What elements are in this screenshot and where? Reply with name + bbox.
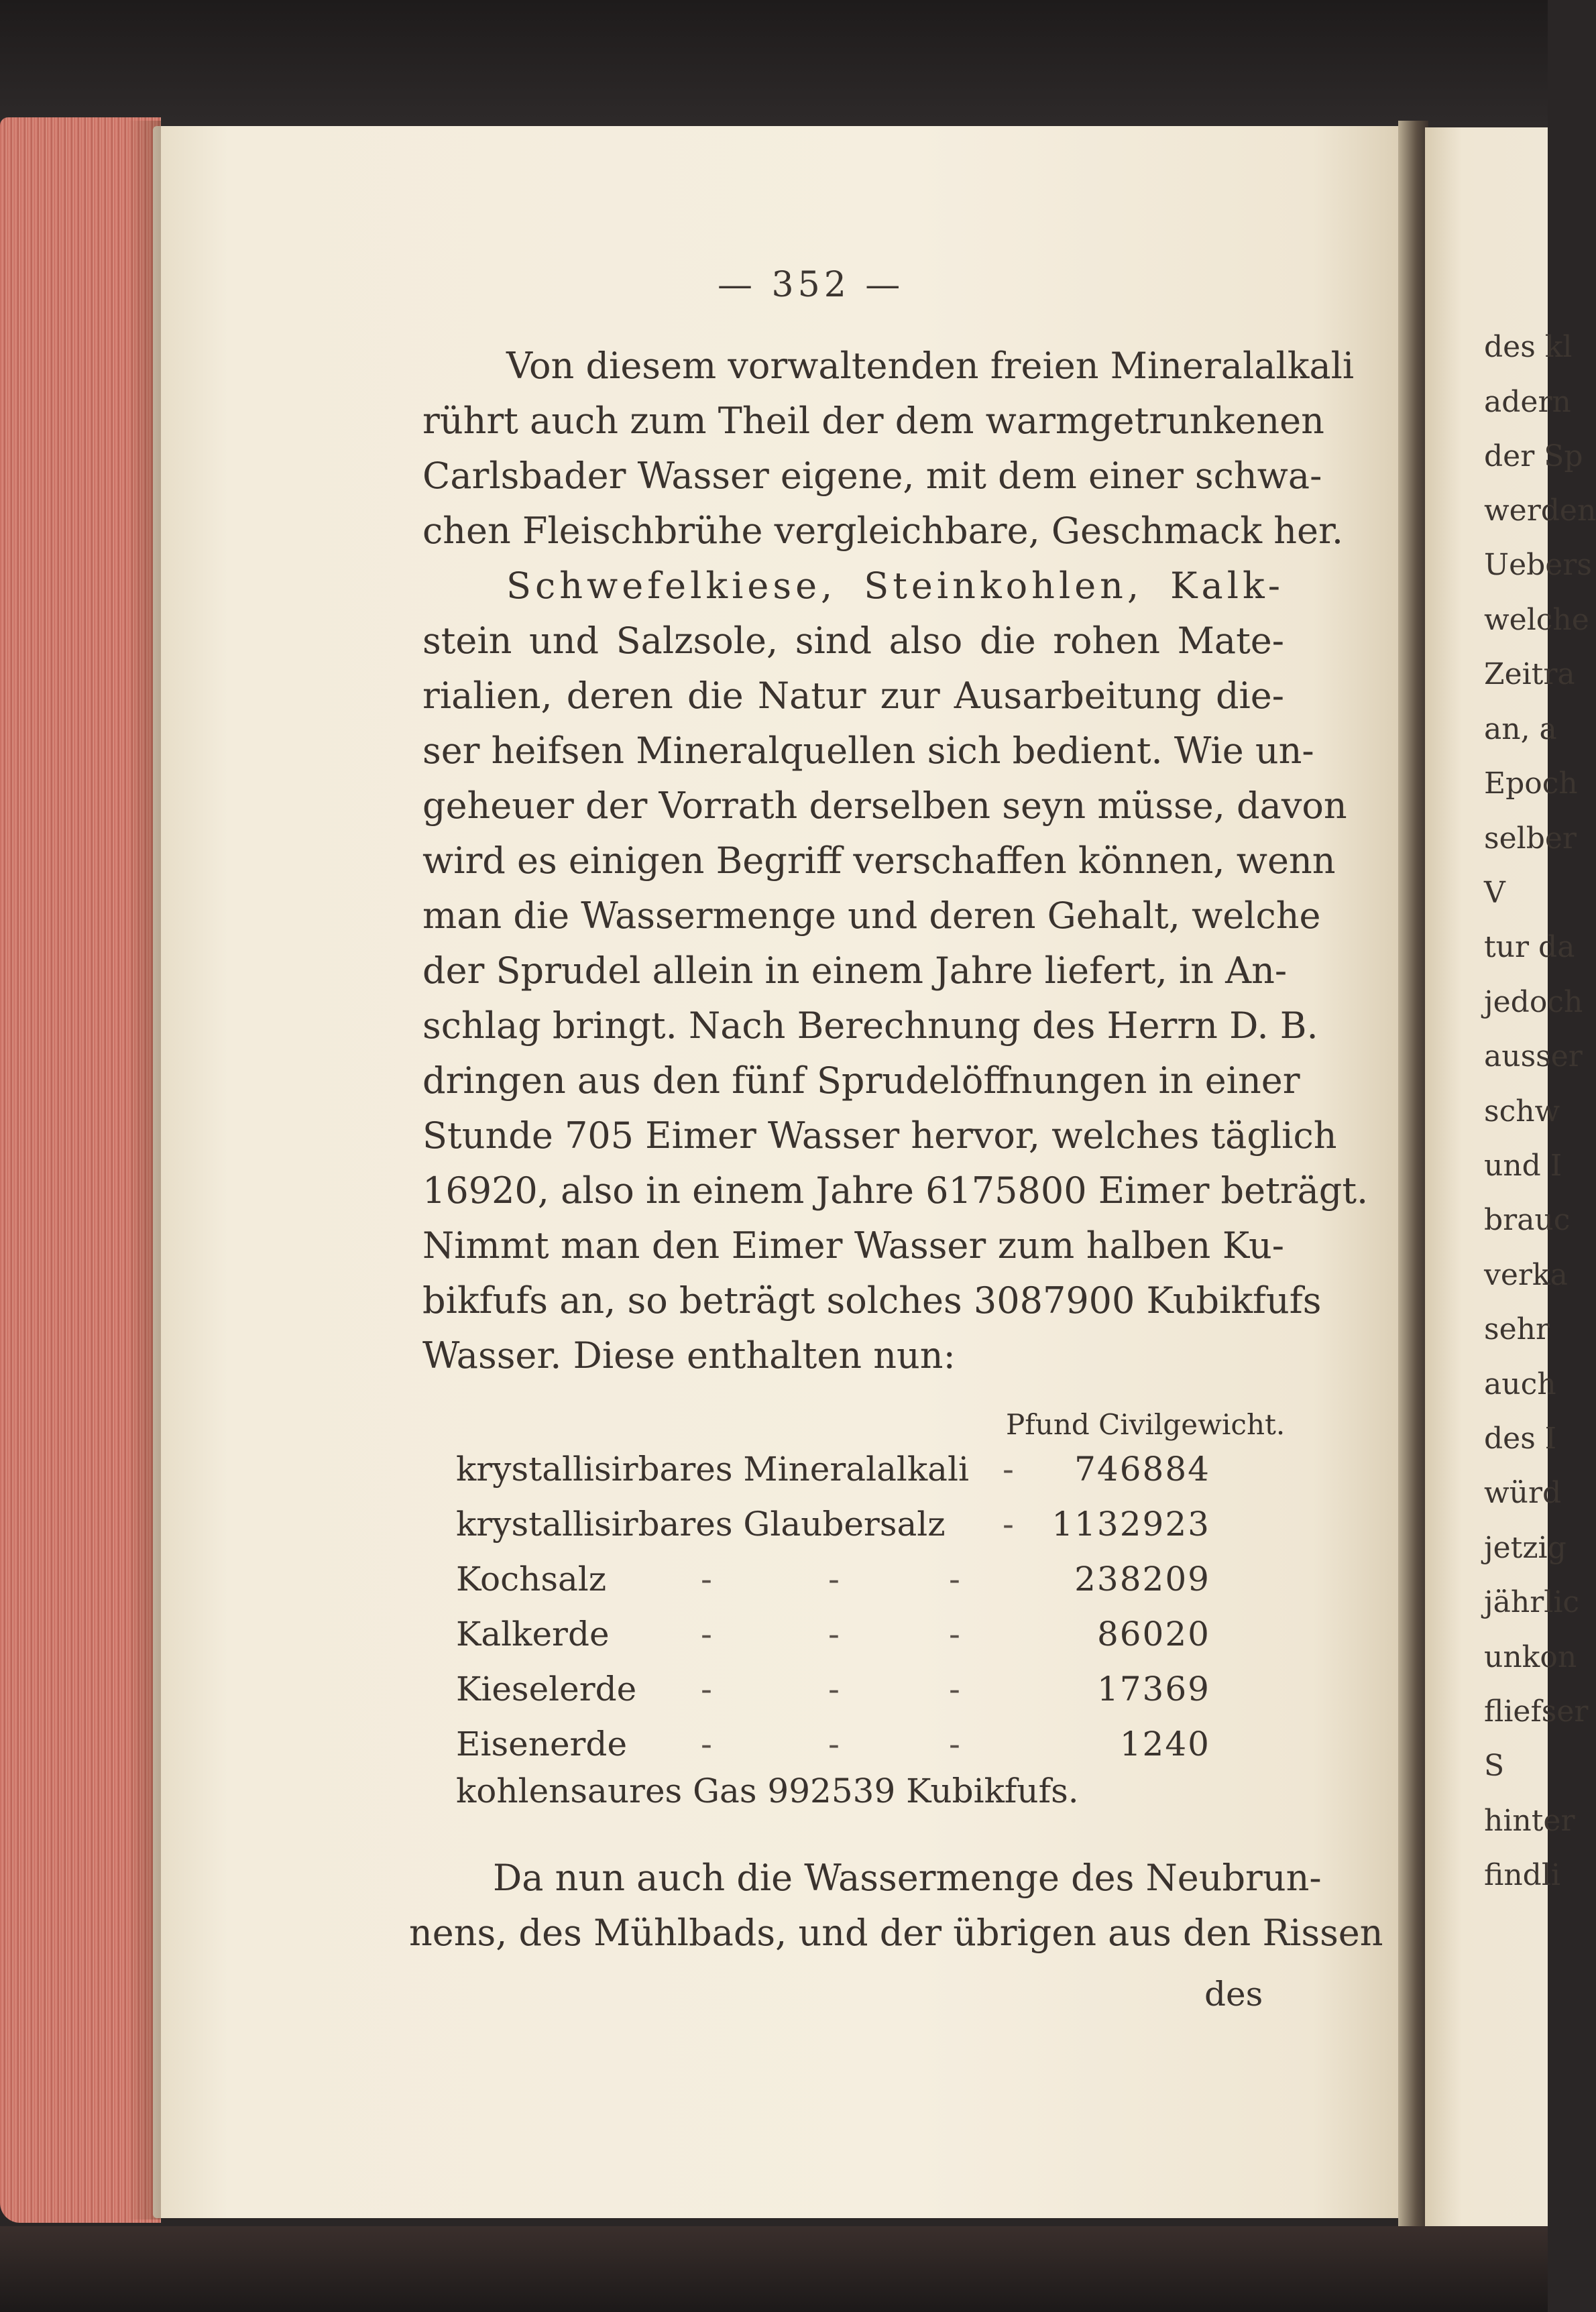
facing-page-fragment: tur da (1484, 930, 1575, 964)
row-dash: - (1003, 1505, 1014, 1544)
facing-page-fragment: V (1484, 876, 1505, 910)
row-dash: - (1003, 1450, 1014, 1489)
row-label: Kalkerde (456, 1615, 610, 1654)
text-line: wird es einigen Begriff verschaffen können, wenn (422, 840, 1336, 882)
facing-page-fragment: Epoch (1484, 766, 1578, 801)
facing-page-fragment: jetzig (1484, 1531, 1566, 1565)
facing-page-fragment: des kl (1484, 330, 1573, 364)
row-dash: - (828, 1725, 840, 1764)
backdrop-bottom (0, 2226, 1548, 2312)
row-label: Kochsalz (456, 1560, 607, 1599)
text-line: 16920, also in einem Jahre 6175800 Eimer beträgt. (422, 1169, 1369, 1212)
facing-page-fragment: S (1484, 1749, 1505, 1783)
facing-page-fragment: selber (1484, 821, 1577, 856)
text-line: Nimmt man den Eimer Wasser zum halben Ku- (422, 1224, 1284, 1267)
text-line: rialien, deren die Natur zur Ausarbeitung die- (422, 675, 1284, 717)
facing-page-fragment: unkon (1484, 1640, 1577, 1674)
facing-page-fragment: würd (1484, 1476, 1562, 1510)
text-line: nens, des Mühlbads, und der übrigen aus den Rissen (409, 1912, 1383, 1954)
row-value: 746884 (1074, 1450, 1210, 1489)
facing-page-fragment: der Sp (1484, 439, 1583, 473)
row-value: 17369 (1096, 1670, 1210, 1709)
row-label: krystallisirbares Mineralalkali (456, 1450, 969, 1489)
text-line: geheuer der Vorrath derselben seyn müsse, davon (422, 785, 1347, 827)
row-dash: - (701, 1725, 712, 1764)
facing-page-fragment: werden (1484, 494, 1596, 528)
backdrop-top (0, 0, 1548, 127)
text-line: Wasser. Diese enthalten nun: (422, 1334, 956, 1377)
facing-page-fragment: ausser (1484, 1039, 1583, 1074)
row-dash: - (701, 1560, 712, 1599)
row-label: Kieselerde (456, 1670, 637, 1709)
facing-page-fragment: Zeitra (1484, 657, 1575, 691)
facing-page-fragment: an, a (1484, 712, 1557, 746)
text-line: Carlsbader Wasser eigene, mit dem einer schwa- (422, 455, 1322, 497)
facing-page (1425, 127, 1596, 2226)
text-line: man die Wassermenge und deren Gehalt, welche (422, 894, 1321, 937)
text-line: Von diesem vorwaltenden freien Mineralalkali (506, 345, 1355, 387)
facing-page-fragment: Uebers (1484, 548, 1592, 582)
facing-page-fragment: verka (1484, 1258, 1568, 1292)
main-paragraph (422, 339, 1369, 1383)
catchword: des (1204, 1975, 1263, 2014)
text-line: bikfufs an, so beträgt solches 3087900 Kubikfufs (422, 1279, 1322, 1322)
facing-page-fragment: brauc (1484, 1203, 1571, 1237)
table-row (456, 1607, 1210, 1662)
page-edge-shadow (127, 121, 161, 2219)
text-line: Da nun auch die Wassermenge des Neubrun- (493, 1857, 1322, 1899)
row-dash: - (949, 1560, 960, 1599)
row-dash: - (701, 1615, 712, 1654)
text-line: Schwefelkiese, Steinkohlen, Kalk- (506, 565, 1284, 607)
facing-page-fragment: jedoch (1484, 985, 1583, 1019)
text-line: schlag bringt. Nach Berechnung des Herrn D. B. (422, 1004, 1318, 1047)
facing-page-fragment: sehr (1484, 1312, 1550, 1346)
facing-page-fragment: adern (1484, 385, 1571, 419)
page-number: — 352 — (718, 265, 905, 305)
facing-page-fragment: und I (1484, 1149, 1562, 1183)
row-value: 1240 (1119, 1725, 1210, 1764)
row-value: 1132923 (1051, 1505, 1210, 1544)
facing-page-fragment: jährlic (1484, 1585, 1580, 1619)
row-dash: - (949, 1725, 960, 1764)
table-row (456, 1442, 1210, 1497)
row-value: 238209 (1074, 1560, 1210, 1599)
book-gutter (1398, 121, 1428, 2226)
text-line: Stunde 705 Eimer Wasser hervor, welches täglich (422, 1114, 1337, 1157)
row-label: krystallisirbares Glaubersalz (456, 1505, 946, 1544)
row-dash: - (701, 1670, 712, 1709)
facing-page-fragment: schw (1484, 1094, 1560, 1129)
table-row (456, 1552, 1210, 1607)
facing-page-fragment: des I (1484, 1422, 1557, 1456)
gas-line: kohlensaures Gas 992539 Kubikfufs. (456, 1772, 1079, 1810)
facing-page-fragment: findli (1484, 1858, 1560, 1892)
text-line: chen Fleischbrühe vergleichbare, Geschmack her. (422, 510, 1344, 552)
text-line: dringen aus den fünf Sprudelöffnungen in einer (422, 1059, 1300, 1102)
table-row (456, 1717, 1210, 1772)
row-dash: - (949, 1670, 960, 1709)
facing-page-fragment: hinter (1484, 1804, 1575, 1838)
row-dash: - (828, 1560, 840, 1599)
facing-page-fragment: auch (1484, 1367, 1556, 1401)
second-paragraph (409, 1851, 1383, 1961)
mineral-content-table (456, 1442, 1210, 1772)
row-dash: - (949, 1615, 960, 1654)
table-unit-header: Pfund Civilgewicht. (1006, 1408, 1286, 1441)
text-line: der Sprudel allein in einem Jahre liefert, in An- (422, 949, 1288, 992)
text-line: stein und Salzsole, sind also die rohen Mate- (422, 620, 1284, 662)
row-dash: - (828, 1615, 840, 1654)
text-line: rührt auch zum Theil der dem warmgetrunkenen (422, 400, 1324, 442)
text-line: ser heifsen Mineralquellen sich bedient. Wie un- (422, 730, 1314, 772)
facing-page-fragment: welche (1484, 603, 1589, 637)
facing-page-fragment: fliefser (1484, 1694, 1589, 1729)
row-dash: - (828, 1670, 840, 1709)
table-row (456, 1662, 1210, 1717)
row-value: 86020 (1096, 1615, 1210, 1654)
row-label: Eisenerde (456, 1725, 628, 1764)
table-row (456, 1497, 1210, 1552)
